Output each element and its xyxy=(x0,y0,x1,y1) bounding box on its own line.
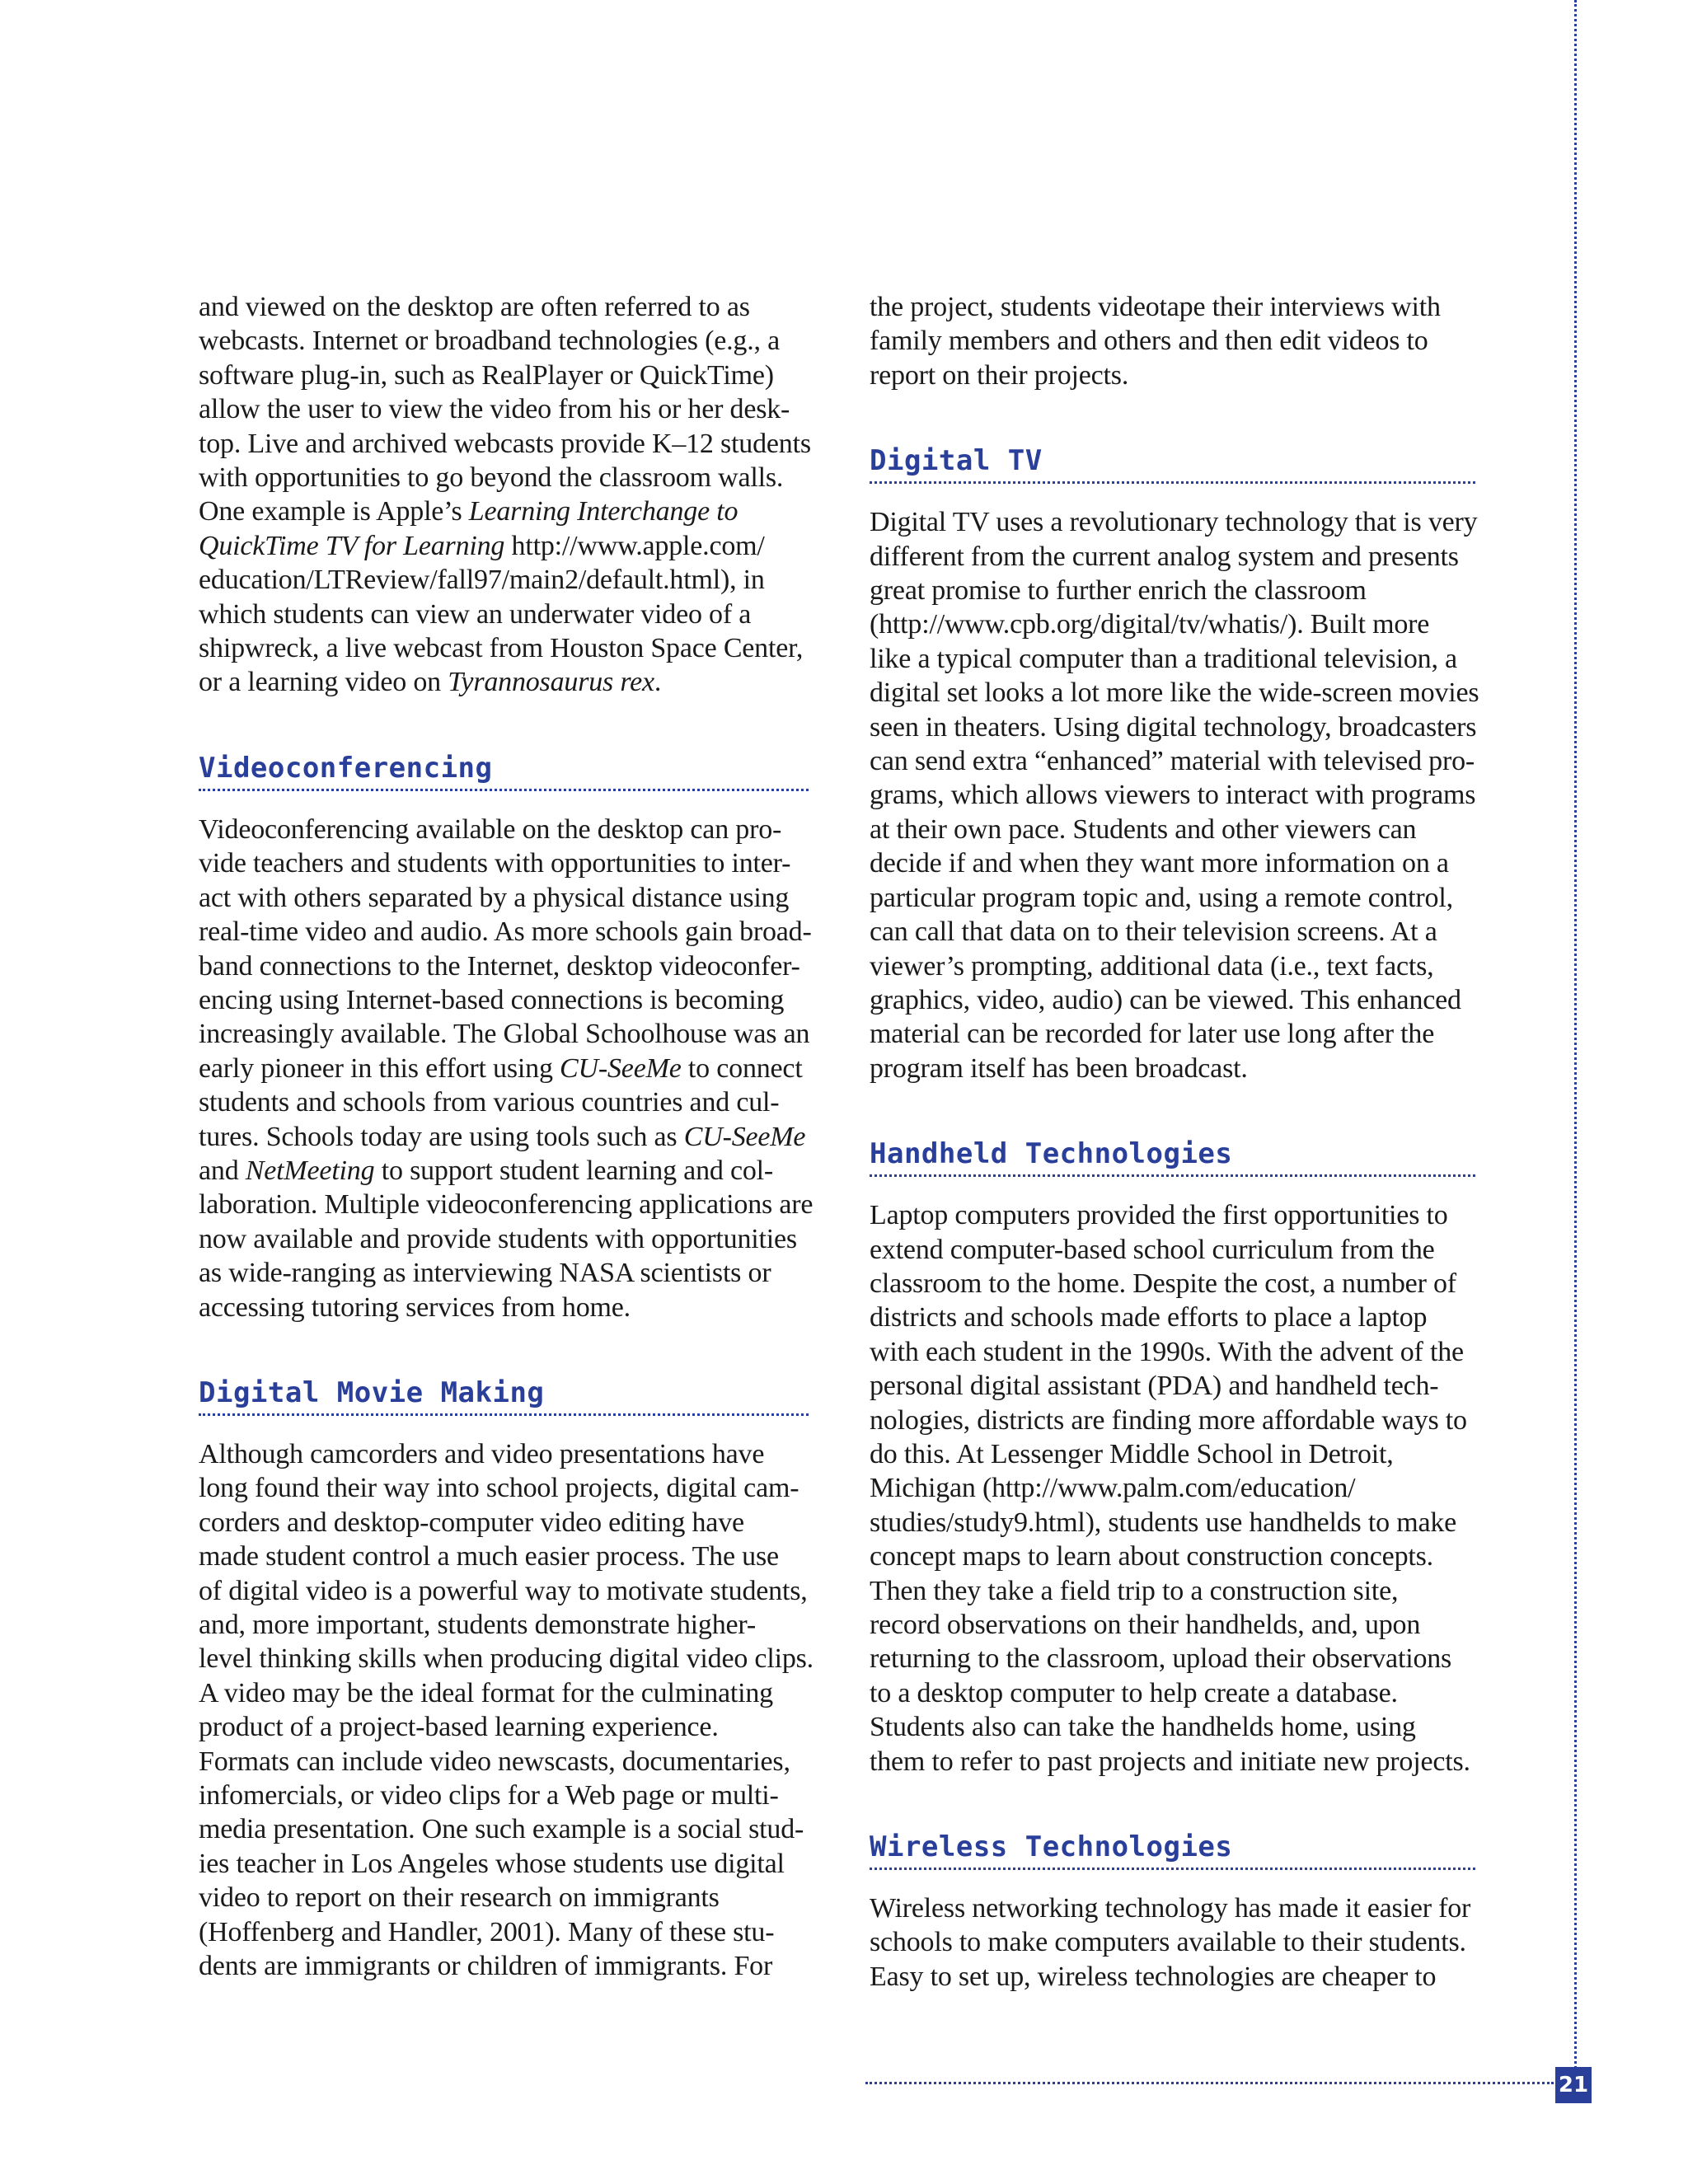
text-line: (Hoffenberg and Handler, 2001). Many of these stu- xyxy=(199,1916,775,1947)
text-line: returning to the classroom, upload their observations xyxy=(870,1643,1452,1675)
text-line: long found their way into school projects, digital cam- xyxy=(199,1473,799,1504)
text-line xyxy=(199,494,809,528)
text-line: (http://www.cpb.org/digital/tv/whatis/). Built more xyxy=(870,609,1430,640)
text-line: accessing tutoring services from home. xyxy=(199,1291,631,1323)
footer-dotted-rule xyxy=(865,2082,1554,2084)
text-line xyxy=(199,1052,809,1085)
text-line: great promise to further enrich the classroom xyxy=(870,575,1367,607)
text-line: made student control a much easier process. The use xyxy=(199,1541,779,1572)
text-line xyxy=(199,529,809,563)
text-line: allow the user to view the video from his or her desk- xyxy=(199,394,790,425)
text-line: classroom to the home. Despite the cost, a number of xyxy=(870,1268,1456,1299)
text-line: and, more important, students demonstrate higher- xyxy=(199,1610,756,1640)
text-line: laboration. Multiple videoconferencing applications are xyxy=(199,1189,814,1221)
text-line: as wide-ranging as interviewing NASA scientists or xyxy=(199,1258,771,1289)
text-fragment: and xyxy=(199,1155,246,1186)
text-line: family members and others and then edit videos to xyxy=(870,326,1428,357)
text-line: real-time video and audio. As more schools gain broad- xyxy=(199,916,812,948)
text-line: with each student in the 1990s. With the advent of the xyxy=(870,1336,1464,1367)
text-line: act with others separated by a physical distance using xyxy=(199,882,790,913)
text-line: personal digital assistant (PDA) and handheld tech- xyxy=(870,1371,1439,1402)
text-line: Wireless networking technology has made it easier for xyxy=(870,1893,1471,1924)
text-line: can send extra “enhanced” material with televised pro- xyxy=(870,746,1475,777)
text-fragment: early pioneer in this effort using xyxy=(199,1052,560,1084)
text-line: infomercials, or video clips for a Web page or multi- xyxy=(199,1780,779,1811)
text-line: concept maps to learn about construction concepts. xyxy=(870,1541,1433,1572)
software-name: CU-SeeMe xyxy=(560,1052,682,1084)
text-line: studies/study9.html), students use handhelds to make xyxy=(870,1507,1457,1538)
right-column xyxy=(870,290,1479,1994)
videoconferencing-paragraph xyxy=(199,813,814,1324)
text-line: them to refer to past projects and initiate new projects. xyxy=(870,1746,1470,1777)
text-line: Students also can take the handhelds home, using xyxy=(870,1712,1416,1743)
text-line: Laptop computers provided the first opportunities to xyxy=(870,1200,1448,1231)
text-line xyxy=(199,665,809,699)
text-line: Michigan (http://www.palm.com/education/ xyxy=(870,1473,1356,1504)
text-line: Formats can include video newscasts, documentaries, xyxy=(199,1746,790,1777)
apple-program-title: Learning Interchange to xyxy=(468,496,738,527)
text-line xyxy=(199,1154,809,1188)
webcast-paragraph xyxy=(199,290,809,700)
text-line: decide if and when they want more information on a xyxy=(870,848,1449,879)
text-line: the project, students videotape their interviews with xyxy=(870,292,1441,322)
text-line: product of a project-based learning experience. xyxy=(199,1712,719,1743)
text-fragment: or a learning video on xyxy=(199,667,448,698)
text-line: report on their projects. xyxy=(870,359,1129,391)
text-line: to a desktop computer to help create a database. xyxy=(870,1677,1398,1708)
text-line: top. Live and archived webcasts provide K–12 students xyxy=(199,428,811,459)
text-line: and viewed on the desktop are often referred to as xyxy=(199,292,750,322)
text-line: software plug-in, such as RealPlayer or QuickTime) xyxy=(199,359,774,391)
text-line: districts and schools made efforts to place a laptop xyxy=(870,1302,1428,1333)
text-line: can call that data on to their television screens. At a xyxy=(870,916,1437,948)
text-fragment: to support student learning and col- xyxy=(374,1155,774,1186)
text-line: band connections to the Internet, desktop videoconfer- xyxy=(199,950,800,982)
text-line: corders and desktop-computer video editing have xyxy=(199,1507,744,1538)
left-column xyxy=(199,290,814,1983)
text-line: at their own pace. Students and other viewers can xyxy=(870,813,1417,845)
text-line: vide teachers and students with opportunities to inter- xyxy=(199,848,791,879)
text-line: schools to make computers available to their students. xyxy=(870,1927,1466,1958)
text-fragment: to connect xyxy=(681,1052,803,1084)
section-heading-handheld-technologies: Handheld Technologies xyxy=(870,1137,1475,1177)
text-line: media presentation. One such example is a social stud- xyxy=(199,1814,804,1845)
text-line: encing using Internet-based connections is becoming xyxy=(199,984,785,1015)
text-fragment: . xyxy=(654,667,662,698)
text-line: particular program topic and, using a remote control, xyxy=(870,882,1453,913)
handheld-paragraph xyxy=(870,1198,1475,1779)
text-line: which students can view an underwater video of a xyxy=(199,598,752,630)
page-number-badge: 21 xyxy=(1555,2067,1592,2103)
digital-movie-paragraph xyxy=(199,1437,814,1984)
text-line: do this. At Lessenger Middle School in Detroit, xyxy=(870,1438,1394,1469)
text-line: Digital TV uses a revolutionary technology that is very xyxy=(870,507,1478,538)
text-line: shipwreck, a live webcast from Houston Space Center, xyxy=(199,633,804,664)
text-fragment: tures. Schools today are using tools such as xyxy=(199,1121,684,1152)
text-line: Then they take a field trip to a construction site, xyxy=(870,1575,1399,1606)
text-line: A video may be the ideal format for the culminating xyxy=(199,1677,773,1708)
text-line: webcasts. Internet or broadband technologies (e.g., a xyxy=(199,326,781,357)
text-line: Easy to set up, wireless technologies are cheaper to xyxy=(870,1961,1437,1992)
text-line: graphics, video, audio) can be viewed. This enhanced xyxy=(870,984,1461,1015)
text-line: students and schools from various countries and cul- xyxy=(199,1087,780,1118)
text-line: record observations on their handhelds, and, upon xyxy=(870,1610,1421,1640)
text-line: digital set looks a lot more like the wide-screen movies xyxy=(870,677,1479,709)
text-line: nologies, districts are finding more affordable ways to xyxy=(870,1404,1467,1436)
digital-tv-paragraph xyxy=(870,505,1479,1085)
text-line: with opportunities to go beyond the classroom walls. xyxy=(199,462,784,494)
apple-program-title: QuickTime TV for Learning xyxy=(199,530,505,561)
text-line: now available and provide students with opportunities xyxy=(199,1223,797,1254)
text-line: education/LTReview/fall97/main2/default.html), in xyxy=(199,565,765,596)
text-line: level thinking skills when producing digital video clips. xyxy=(199,1643,814,1675)
section-heading-wireless-technologies: Wireless Technologies xyxy=(870,1830,1475,1870)
text-line: increasingly available. The Global Schoolhouse was an xyxy=(199,1019,810,1050)
software-name: NetMeeting xyxy=(245,1155,375,1186)
text-line: Videoconferencing available on the desktop can pro- xyxy=(199,813,782,845)
text-line: program itself has been broadcast. xyxy=(870,1052,1248,1084)
section-heading-digital-movie-making: Digital Movie Making xyxy=(199,1376,809,1416)
text-line: different from the current analog system and presents xyxy=(870,541,1459,572)
text-line: dents are immigrants or children of immigrants. For xyxy=(199,1951,773,1982)
wireless-paragraph xyxy=(870,1891,1475,1994)
text-line: like a typical computer than a traditional television, a xyxy=(870,643,1457,674)
project-continuation-paragraph xyxy=(870,290,1475,392)
text-line xyxy=(199,1120,809,1154)
text-line: Although camcorders and video presentations have xyxy=(199,1438,765,1469)
text-line: grams, which allows viewers to interact with programs xyxy=(870,780,1476,811)
species-name: Tyrannosaurus rex xyxy=(448,667,654,698)
text-line: seen in theaters. Using digital technology, broadcasters xyxy=(870,711,1477,743)
section-heading-digital-tv: Digital TV xyxy=(870,443,1475,484)
text-line: ies teacher in Los Angeles whose students use digital xyxy=(199,1848,785,1879)
text-line: extend computer-based school curriculum from the xyxy=(870,1234,1435,1265)
text-line: of digital video is a powerful way to motivate students, xyxy=(199,1575,808,1606)
vertical-dotted-rule xyxy=(1574,0,1577,2073)
text-line: material can be recorded for later use long after the xyxy=(870,1019,1435,1050)
text-fragment: One example is Apple’s xyxy=(199,496,469,527)
apple-url: http://www.apple.com/ xyxy=(504,530,765,561)
text-line: video to report on their research on immigrants xyxy=(199,1882,720,1914)
software-name: CU-SeeMe xyxy=(683,1121,806,1152)
text-line: viewer’s prompting, additional data (i.e., text facts, xyxy=(870,950,1434,982)
section-heading-videoconferencing: Videoconferencing xyxy=(199,751,809,791)
